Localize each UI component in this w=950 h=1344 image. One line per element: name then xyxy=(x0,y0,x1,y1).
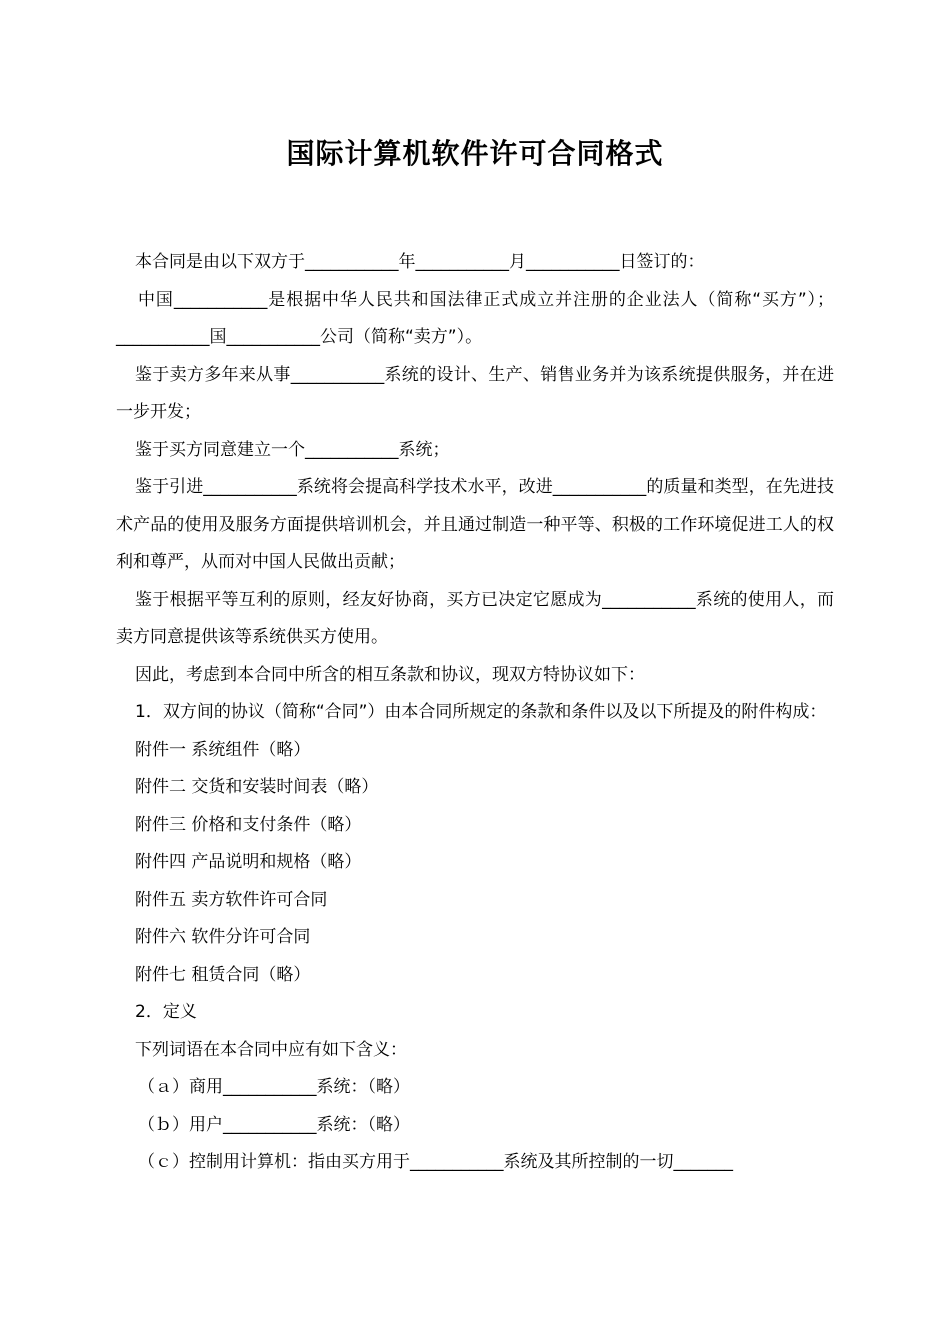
paragraph-whereas-seller: 鉴于卖方多年来从事___________系统的设计、生产、销售业务并为该系统提供服务，并在进一步开发； xyxy=(116,364,834,422)
paragraph-whereas-introduction: 鉴于引进___________系统将会提高科学技术水平，改进___________的质量和类型，在先进技术产品的使用及服务方面提供培训机会，并且通过制造一种平等、积极的工作环境促进工人的权利和尊严，从而对中国人民做出贡献； xyxy=(116,477,834,572)
document-title: 国际计算机软件许可合同格式 xyxy=(286,137,664,170)
clause-2-heading: 2．定义 xyxy=(135,1002,197,1022)
definition-item: （ａ）商用___________系统：（略） xyxy=(138,1077,410,1097)
annex-item: 附件五 卖方软件许可合同 xyxy=(135,889,328,910)
paragraph-therefore: 因此，考虑到本合同中所含的相互条款和协议，现双方特协议如下： xyxy=(135,664,645,685)
paragraph-parties: 中国___________是根据中华人民共和国法律正式成立并注册的企业法人（简称“买方”）；___________国___________公司（简称“卖方”）。 xyxy=(116,289,834,347)
annex-item: 附件二 交货和安装时间表（略） xyxy=(135,777,379,797)
definition-item: （ｃ）控制用计算机：指由买方用于___________系统及其所控制的一切_______ xyxy=(138,1152,733,1172)
annex-item: 附件三 价格和支付条件（略） xyxy=(135,814,362,835)
paragraph-signing-date: 本合同是由以下双方于___________年___________月___________日签订的： xyxy=(135,252,705,272)
annex-item: 附件一 系统组件（略） xyxy=(135,739,311,760)
annex-item: 附件七 租赁合同（略） xyxy=(135,964,311,985)
paragraph-whereas-buyer: 鉴于买方同意建立一个___________系统； xyxy=(135,439,450,460)
paragraph-whereas-mutual-benefit: 鉴于根据平等互利的原则，经友好协商，买方已决定它愿成为___________系统的使用人，而卖方同意提供该等系统供买方使用。 xyxy=(116,589,834,647)
annex-item: 附件六 软件分许可合同 xyxy=(135,927,311,947)
annex-item: 附件四 产品说明和规格（略） xyxy=(135,852,362,872)
definition-item: （ｂ）用户___________系统：（略） xyxy=(138,1114,410,1135)
document-body xyxy=(116,244,834,1182)
definitions-intro: 下列词语在本合同中应有如下含义： xyxy=(135,1039,407,1060)
clause-1: 1．双方间的协议（简称“合同”）由本合同所规定的条款和条件以及以下所提及的附件构成： xyxy=(135,702,827,722)
